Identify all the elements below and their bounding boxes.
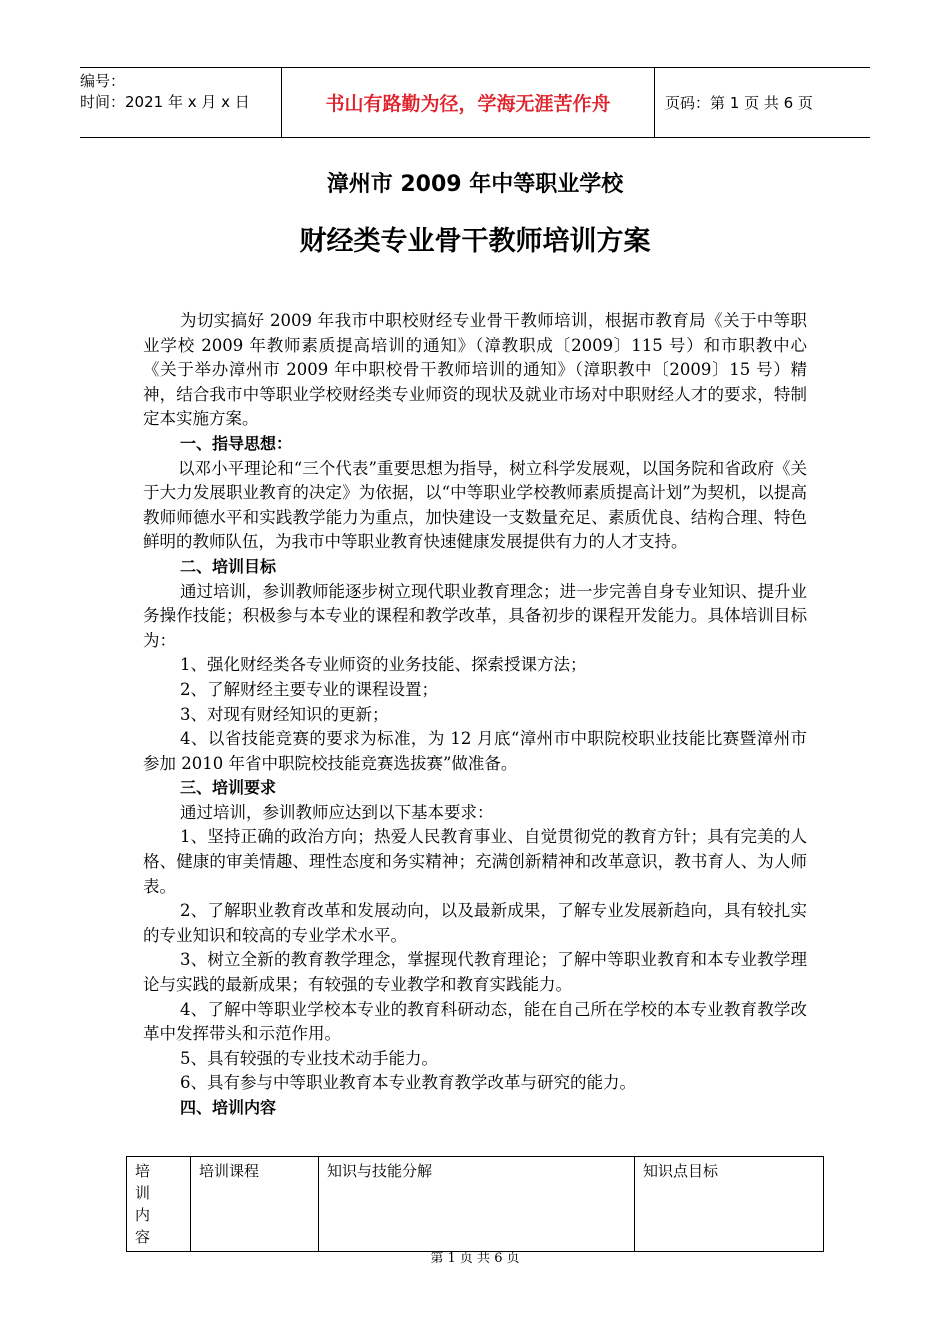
- header-motto-cell: [281, 68, 655, 137]
- requirement-intro: 通过培训，参训教师应达到以下基本要求：: [180, 802, 494, 822]
- section-heading-3: 三、培训要求: [180, 778, 277, 798]
- document-title-line1: 漳州市 2009 年中等职业学校: [326, 172, 624, 197]
- header-page-info: 页码：第 1 页 共 6 页: [665, 94, 813, 112]
- requirement-item-5: 5、具有较强的专业技术动手能力。: [180, 1048, 438, 1068]
- section-heading-2: 二、培训目标: [180, 556, 277, 576]
- document-title-line2: 财经类专业骨干教师培训方案: [299, 226, 651, 257]
- requirement-item-1: 1、坚持正确的政治方向；热爱人民教育事业、自觉贯彻党的教育方针；具有完美的人格、健康的审美情趣、理性态度和务实精神；充满创新精神和改革意识，教书育人、为人师表。: [143, 827, 807, 896]
- document-number: 编号：: [80, 72, 126, 90]
- goal-item-4: 4、以省技能竞赛的要求为标准，为 12 月底“漳州市中职院校职业技能比赛暨漳州市参加 2010 年省中职院校技能竞赛选拔赛”做准备。: [143, 729, 807, 773]
- training-content-table: [126, 1156, 824, 1252]
- document-body: [143, 309, 807, 1121]
- goal-paragraph: 通过培训，参训教师能逐步树立现代职业教育理念；进一步完善自身专业知识、提升业务操作技能；积极参与本专业的课程和教学改革，具备初步的课程开发能力。具体培训目标为：: [143, 581, 807, 650]
- requirement-item-4: 4、了解中等职业学校本专业的教育科研动态，能在自己所在学校的本专业教育教学改革中发挥带头和示范作用。: [143, 999, 807, 1044]
- requirement-item-3: 3、树立全新的教育教学理念，掌握现代教育理论；了解中等职业教育和本专业教学理论与实践的最新成果；有较强的专业教学和教育实践能力。: [143, 950, 807, 995]
- guiding-paragraph: 以邓小平理论和“三个代表”重要思想为指导，树立科学发展观，以国务院和省政府《关于大力发展职业教育的决定》为依据，以“中等职业学校教师素质提高计划”为契机，以提高教师师德水平和实践教学能力为重点，加快建设一支数量充足、素质优良、结构合理、特色鲜明的教师队伍，为我市中等职业教育快速健康发展提供有力的人才支持。: [143, 458, 807, 552]
- goal-item-1: 1、强化财经类各专业师资的业务技能、探索授课方法；: [180, 655, 587, 675]
- document-date: 时间：2021 年 x 月 x 日: [80, 93, 250, 111]
- section-heading-1: 一、指导思想：: [180, 433, 293, 453]
- requirement-item-2: 2、了解职业教育改革和发展动向，以及最新成果，了解专业发展新趋向，具有较扎实的专业知识和较高的专业学术水平。: [143, 901, 807, 945]
- goal-item-2: 2、了解财经主要专业的课程设置；: [180, 679, 438, 699]
- table-header-row: [127, 1157, 824, 1252]
- table-header-content: 培训内容: [127, 1157, 191, 1252]
- goal-item-3: 3、对现有财经知识的更新；: [180, 704, 389, 724]
- page-header: [80, 67, 870, 138]
- table-header-target: 知识点目标: [635, 1157, 824, 1252]
- section-heading-4: 四、培训内容: [180, 1098, 277, 1117]
- page-footer: 第 1 页 共 6 页: [430, 1251, 520, 1266]
- header-motto: 书山有路勤为径，学海无涯苦作舟: [325, 93, 611, 115]
- header-meta: [80, 68, 280, 137]
- table-header-knowledge: 知识与技能分解: [319, 1157, 635, 1252]
- requirement-item-6: 6、具有参与中等职业教育本专业教育教学改革与研究的能力。: [180, 1073, 636, 1093]
- intro-paragraph: 为切实搞好 2009 年我市中职校财经专业骨干教师培训，根据市教育局《关于中等职业学校 2009 年教师素质提高培训的通知》（漳教职成〔2009〕115 号）和市职教中心《关于举办漳州市 2009 年中职校骨干教师培训的通知》（漳职教中〔2009〕15 号）精神，结合我市中等职业学校财经类专业师资的现状及就业市场对中职财经人才的要求，特制定本实施方案。: [143, 311, 807, 429]
- table-header-course: 培训课程: [191, 1157, 319, 1252]
